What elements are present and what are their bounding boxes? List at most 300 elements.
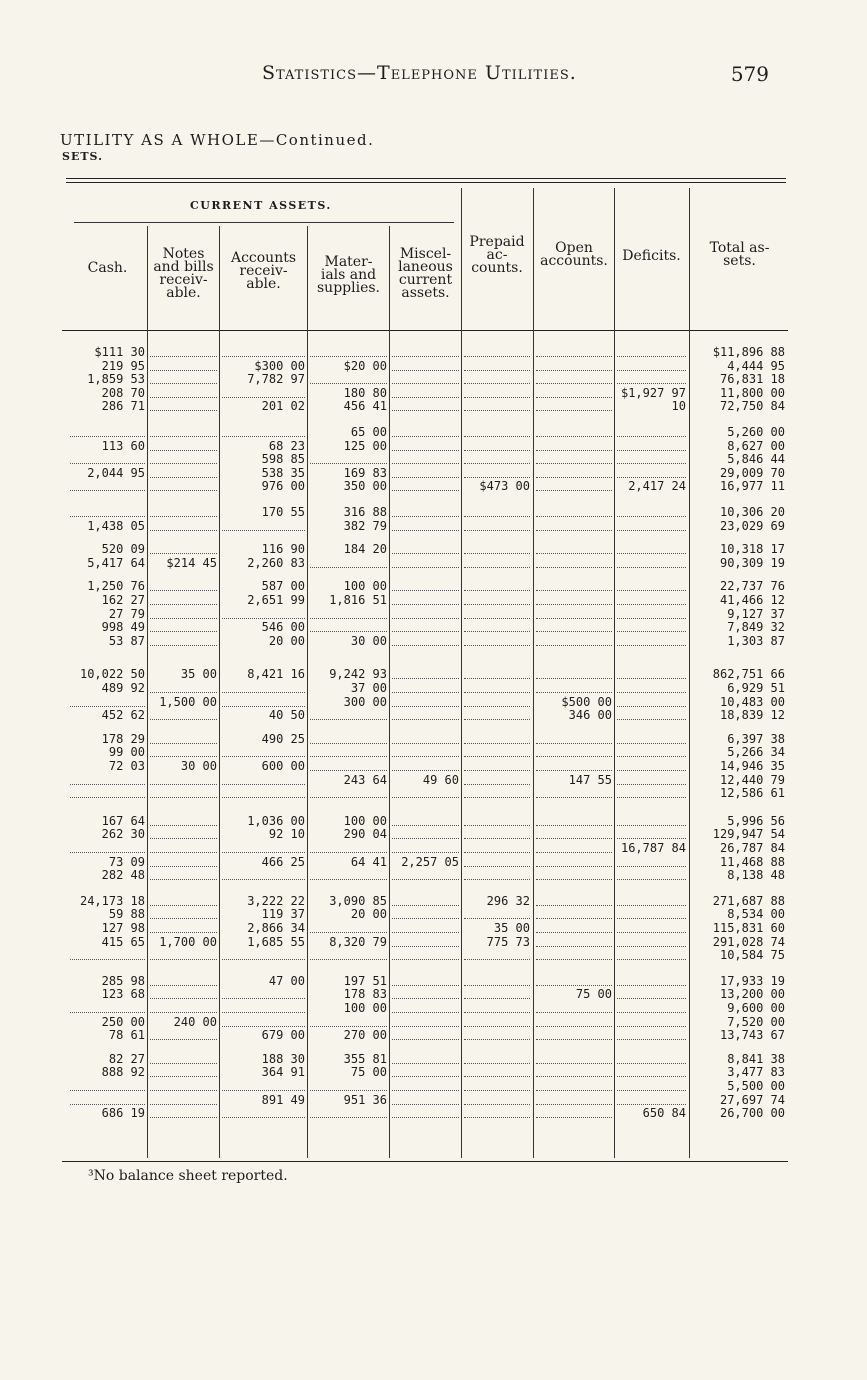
- table-row: [0, 543, 867, 556]
- leader-dots: [536, 346, 612, 357]
- table-cell: 47 00: [268, 974, 305, 988]
- table-cell: 162 27: [101, 594, 145, 607]
- table-cell: $11,896 88: [712, 346, 785, 359]
- leader-dots: [392, 908, 459, 919]
- leader-dots: [150, 453, 217, 464]
- table-cell: 92 10: [268, 828, 305, 842]
- leader-dots: [392, 922, 459, 933]
- table-cell: 13,743 67: [719, 1029, 785, 1043]
- table-cell: $300 00: [254, 359, 305, 373]
- running-header: [0, 62, 867, 92]
- table-cell: 1,036 00: [247, 814, 305, 828]
- table-cell: 147 55: [568, 773, 612, 787]
- table-cell: 3,477 83: [727, 1066, 785, 1080]
- table-cell: 1,438 05: [87, 519, 145, 533]
- leader-dots: [392, 400, 459, 411]
- table-row: [0, 453, 867, 466]
- leader-dots: [392, 760, 459, 771]
- leader-dots: [536, 668, 612, 679]
- table-cell: 5,500 00: [727, 1080, 785, 1093]
- table-cell: 5,266 34: [727, 746, 785, 760]
- top-rule: [66, 178, 786, 179]
- leader-dots: [222, 869, 305, 880]
- column-header-prepaid-accounts: Prepaid ac- counts.: [469, 234, 525, 276]
- leader-dots: [150, 869, 217, 880]
- table-cell: 1,685 55: [247, 935, 305, 949]
- leader-dots: [536, 733, 612, 744]
- leader-dots: [70, 842, 145, 853]
- table-cell: 29,009 70: [719, 466, 785, 480]
- leader-dots: [222, 988, 305, 999]
- table-cell: 14,946 35: [719, 760, 785, 773]
- leader-dots: [617, 709, 686, 720]
- leader-dots: [392, 621, 459, 632]
- table-caption-continued: SETS.: [62, 150, 103, 163]
- table-row: [0, 828, 867, 841]
- leader-dots: [617, 733, 686, 744]
- table-cell: $473 00: [479, 480, 530, 494]
- table-cell: 13,200 00: [719, 988, 785, 1002]
- leader-dots: [310, 608, 387, 619]
- leader-dots: [70, 787, 145, 798]
- table-cell: 2,044 95: [87, 466, 145, 480]
- table-cell: 188 30: [261, 1052, 305, 1066]
- table-cell: 1,816 51: [329, 594, 387, 607]
- table-cell: 6,929 51: [727, 682, 785, 695]
- leader-dots: [392, 869, 459, 880]
- leader-dots: [464, 709, 530, 720]
- leader-dots: [70, 480, 145, 491]
- leader-dots: [464, 975, 530, 986]
- leader-dots: [150, 895, 217, 906]
- leader-dots: [536, 949, 612, 960]
- column-header-deficits: Deficits.: [622, 248, 681, 264]
- leader-dots: [536, 506, 612, 517]
- leader-dots: [536, 440, 612, 451]
- table-cell: 456 41: [343, 400, 387, 414]
- leader-dots: [150, 1080, 217, 1091]
- table-row: [0, 815, 867, 828]
- leader-dots: [617, 426, 686, 437]
- table-cell: 520 09: [101, 543, 145, 557]
- table-cell: 5,260 00: [727, 426, 785, 439]
- leader-dots: [617, 467, 686, 478]
- leader-dots: [464, 1002, 530, 1013]
- leader-dots: [464, 828, 530, 839]
- leader-dots: [150, 440, 217, 451]
- leader-dots: [392, 787, 459, 798]
- leader-dots: [536, 543, 612, 554]
- leader-dots: [536, 682, 612, 693]
- leader-dots: [392, 828, 459, 839]
- leader-dots: [392, 426, 459, 437]
- leader-dots: [392, 733, 459, 744]
- table-cell: 116 90: [261, 543, 305, 557]
- leader-dots: [392, 746, 459, 757]
- leader-dots: [464, 842, 530, 853]
- table-row: [0, 1029, 867, 1042]
- table-cell: 99 00: [108, 746, 145, 760]
- table-cell: 270 00: [343, 1029, 387, 1043]
- leader-dots: [222, 949, 305, 960]
- table-cell: 100 00: [343, 814, 387, 828]
- leader-dots: [536, 480, 612, 491]
- leader-dots: [617, 1066, 686, 1077]
- leader-dots: [536, 635, 612, 646]
- table-cell: 68 23: [268, 439, 305, 453]
- leader-dots: [617, 373, 686, 384]
- table-cell: 466 25: [261, 855, 305, 869]
- leader-dots: [464, 746, 530, 757]
- leader-dots: [392, 506, 459, 517]
- leader-dots: [222, 682, 305, 693]
- table-cell: 208 70: [101, 386, 145, 400]
- leader-dots: [70, 1080, 145, 1091]
- leader-dots: [150, 842, 217, 853]
- table-cell: 686 19: [101, 1107, 145, 1121]
- leader-dots: [536, 1029, 612, 1040]
- column-header-accounts-receivable: Accounts receiv- able.: [230, 250, 297, 292]
- table-cell: 35 00: [180, 668, 217, 682]
- table-cell: 489 92: [101, 682, 145, 695]
- leader-dots: [617, 1016, 686, 1027]
- table-cell: 184 20: [343, 543, 387, 557]
- leader-dots: [464, 387, 530, 398]
- leader-dots: [464, 400, 530, 411]
- table-cell: 30 00: [180, 760, 217, 773]
- leader-dots: [150, 988, 217, 999]
- leader-dots: [222, 1107, 305, 1118]
- leader-dots: [536, 908, 612, 919]
- leader-dots: [310, 346, 387, 357]
- leader-dots: [536, 426, 612, 437]
- leader-dots: [536, 842, 612, 853]
- leader-dots: [150, 709, 217, 720]
- table-cell: 8,320 79: [329, 935, 387, 949]
- leader-dots: [464, 1080, 530, 1091]
- leader-dots: [464, 594, 530, 605]
- leader-dots: [70, 1002, 145, 1013]
- table-cell: 64 41: [350, 855, 387, 869]
- leader-dots: [464, 557, 530, 568]
- leader-dots: [617, 621, 686, 632]
- leader-dots: [617, 787, 686, 798]
- table-cell: 82 27: [108, 1052, 145, 1066]
- table-cell: 10,483 00: [719, 695, 785, 709]
- leader-dots: [464, 635, 530, 646]
- leader-dots: [150, 1066, 217, 1077]
- leader-dots: [392, 594, 459, 605]
- leader-dots: [464, 760, 530, 771]
- leader-dots: [392, 440, 459, 451]
- table-cell: 7,782 97: [247, 373, 305, 387]
- leader-dots: [392, 467, 459, 478]
- top-rule-double: [66, 182, 786, 183]
- leader-dots: [617, 949, 686, 960]
- leader-dots: [392, 815, 459, 826]
- column-header-notes-receivable: Notes and bills receiv- able.: [153, 246, 214, 301]
- table-row: [0, 787, 867, 800]
- leader-dots: [70, 949, 145, 960]
- table-cell: 75 00: [350, 1066, 387, 1080]
- leader-dots: [222, 696, 305, 707]
- table-row: [0, 760, 867, 773]
- leader-dots: [617, 543, 686, 554]
- leader-dots: [392, 373, 459, 384]
- table-row: [0, 842, 867, 855]
- table-cell: 3,222 22: [247, 894, 305, 908]
- leader-dots: [310, 842, 387, 853]
- leader-dots: [536, 746, 612, 757]
- leader-dots: [150, 608, 217, 619]
- table-cell: 10,306 20: [719, 506, 785, 519]
- table-cell: 1,303 87: [727, 634, 785, 648]
- table-cell: 26,787 84: [719, 842, 785, 855]
- table-cell: 888 92: [101, 1066, 145, 1080]
- page-number: 579: [730, 62, 769, 86]
- leader-dots: [617, 580, 686, 591]
- table-cell: 1,700 00: [159, 935, 217, 949]
- leader-dots: [464, 1107, 530, 1118]
- table-row: [0, 1053, 867, 1066]
- leader-dots: [536, 594, 612, 605]
- leader-dots: [464, 1066, 530, 1077]
- table-cell: 40 50: [268, 709, 305, 723]
- table-cell: 8,841 38: [727, 1052, 785, 1066]
- leader-dots: [464, 580, 530, 591]
- leader-dots: [617, 774, 686, 785]
- table-cell: 49 60: [422, 773, 459, 787]
- leader-dots: [392, 1053, 459, 1064]
- leader-dots: [70, 774, 145, 785]
- table-cell: 650 84: [642, 1107, 686, 1121]
- table-cell: 18,839 12: [719, 709, 785, 723]
- table-cell: 282 48: [101, 869, 145, 883]
- leader-dots: [310, 453, 387, 464]
- leader-dots: [392, 895, 459, 906]
- table-cell: 8,534 00: [727, 908, 785, 922]
- leader-dots: [150, 815, 217, 826]
- table-cell: 201 02: [261, 400, 305, 414]
- table-cell: 346 00: [568, 709, 612, 723]
- leader-dots: [536, 557, 612, 568]
- table-cell: 180 80: [343, 386, 387, 400]
- leader-dots: [464, 360, 530, 371]
- leader-dots: [536, 621, 612, 632]
- table-cell: 862,751 66: [712, 668, 785, 682]
- column-header-open-accounts: Open accounts.: [540, 240, 608, 269]
- leader-dots: [617, 1002, 686, 1013]
- leader-dots: [150, 520, 217, 531]
- table-cell: 891 49: [261, 1093, 305, 1107]
- table-row: [0, 373, 867, 386]
- leader-dots: [392, 1029, 459, 1040]
- table-cell: $500 00: [561, 695, 612, 709]
- leader-dots: [310, 1107, 387, 1118]
- table-cell: 600 00: [261, 760, 305, 773]
- table-cell: 951 36: [343, 1093, 387, 1107]
- table-cell: 197 51: [343, 974, 387, 988]
- leader-dots: [536, 360, 612, 371]
- table-cell: 123 68: [101, 988, 145, 1002]
- leader-dots: [617, 557, 686, 568]
- table-cell: 296 32: [486, 894, 530, 908]
- table-cell: 100 00: [343, 1002, 387, 1015]
- leader-dots: [536, 895, 612, 906]
- table-cell: 300 00: [343, 695, 387, 709]
- table-row: [0, 635, 867, 648]
- leader-dots: [150, 828, 217, 839]
- table-row: [0, 506, 867, 519]
- table-row: [0, 360, 867, 373]
- leader-dots: [617, 895, 686, 906]
- table-cell: 5,846 44: [727, 453, 785, 467]
- leader-dots: [70, 426, 145, 437]
- leader-dots: [150, 908, 217, 919]
- leader-dots: [536, 1016, 612, 1027]
- leader-dots: [392, 608, 459, 619]
- leader-dots: [617, 1029, 686, 1040]
- table-row: [0, 709, 867, 722]
- table-cell: 11,468 88: [719, 855, 785, 869]
- leader-dots: [310, 709, 387, 720]
- table-cell: 8,421 16: [247, 668, 305, 682]
- leader-dots: [222, 520, 305, 531]
- table-cell: 100 00: [343, 580, 387, 594]
- leader-dots: [617, 696, 686, 707]
- leader-dots: [392, 480, 459, 491]
- leader-dots: [150, 1029, 217, 1040]
- leader-dots: [536, 453, 612, 464]
- leader-dots: [464, 1053, 530, 1064]
- table-cell: 115,831 60: [712, 922, 785, 935]
- table-cell: 4,444 95: [727, 359, 785, 373]
- table-row: [0, 682, 867, 695]
- leader-dots: [536, 869, 612, 880]
- table-cell: 490 25: [261, 732, 305, 746]
- leader-dots: [617, 1053, 686, 1064]
- leader-dots: [392, 543, 459, 554]
- leader-dots: [617, 682, 686, 693]
- leader-dots: [150, 856, 217, 867]
- leader-dots: [150, 580, 217, 591]
- leader-dots: [310, 949, 387, 960]
- table-row: [0, 400, 867, 413]
- leader-dots: [222, 1016, 305, 1027]
- leader-dots: [150, 346, 217, 357]
- leader-dots: [70, 506, 145, 517]
- table-cell: 250 00: [101, 1015, 145, 1029]
- leader-dots: [617, 988, 686, 999]
- leader-dots: [536, 1066, 612, 1077]
- leader-dots: [310, 1016, 387, 1027]
- table-cell: 59 88: [108, 908, 145, 922]
- leader-dots: [536, 815, 612, 826]
- leader-dots: [310, 1080, 387, 1091]
- leader-dots: [617, 1080, 686, 1091]
- leader-dots: [150, 635, 217, 646]
- leader-dots: [392, 580, 459, 591]
- table-cell: 10,584 75: [719, 949, 785, 963]
- table-row: [0, 426, 867, 439]
- leader-dots: [617, 608, 686, 619]
- leader-dots: [464, 506, 530, 517]
- page-title: Statistics—Telephone Utilities.: [262, 62, 577, 84]
- table-cell: 30 00: [350, 634, 387, 648]
- table-cell: 7,520 00: [727, 1015, 785, 1029]
- leader-dots: [392, 949, 459, 960]
- leader-dots: [617, 520, 686, 531]
- leader-dots: [617, 1094, 686, 1105]
- leader-dots: [150, 1053, 217, 1064]
- leader-dots: [392, 1080, 459, 1091]
- table-cell: 178 29: [101, 732, 145, 746]
- leader-dots: [464, 949, 530, 960]
- leader-dots: [617, 856, 686, 867]
- leader-dots: [464, 668, 530, 679]
- table-cell: 316 88: [343, 506, 387, 519]
- table-cell: 679 00: [261, 1029, 305, 1043]
- leader-dots: [392, 682, 459, 693]
- leader-dots: [536, 828, 612, 839]
- leader-dots: [150, 787, 217, 798]
- table-row: [0, 949, 867, 962]
- group-heading: CURRENT ASSETS.: [190, 199, 332, 212]
- leader-dots: [536, 1002, 612, 1013]
- leader-dots: [150, 426, 217, 437]
- leader-dots: [617, 975, 686, 986]
- table-cell: 8,627 00: [727, 439, 785, 453]
- leader-dots: [150, 543, 217, 554]
- table-cell: 452 62: [101, 709, 145, 723]
- leader-dots: [464, 815, 530, 826]
- table-cell: 11,800 00: [719, 386, 785, 400]
- table-row: [0, 387, 867, 400]
- table-cell: 415 65: [101, 935, 145, 949]
- leader-dots: [70, 1094, 145, 1105]
- leader-dots: [150, 373, 217, 384]
- leader-dots: [150, 949, 217, 960]
- leader-dots: [222, 842, 305, 853]
- leader-dots: [310, 557, 387, 568]
- table-cell: 262 30: [101, 828, 145, 842]
- leader-dots: [617, 453, 686, 464]
- leader-dots: [536, 400, 612, 411]
- table-cell: 169 83: [343, 466, 387, 480]
- table-row: [0, 908, 867, 921]
- leader-dots: [536, 1053, 612, 1064]
- leader-dots: [392, 1066, 459, 1077]
- table-row: [0, 1066, 867, 1079]
- leader-dots: [617, 635, 686, 646]
- leader-dots: [617, 668, 686, 679]
- leader-dots: [464, 908, 530, 919]
- leader-dots: [464, 346, 530, 357]
- table-cell: 240 00: [173, 1015, 217, 1029]
- table-row: [0, 922, 867, 935]
- leader-dots: [392, 975, 459, 986]
- leader-dots: [150, 1002, 217, 1013]
- column-header-materials-supplies: Mater- ials and supplies.: [317, 254, 380, 296]
- table-bottom-rule: [62, 1161, 788, 1162]
- table-cell: 6,397 38: [727, 732, 785, 746]
- table-cell: 976 00: [261, 480, 305, 494]
- leader-dots: [150, 400, 217, 411]
- table-row: [0, 520, 867, 533]
- table-cell: 998 49: [101, 621, 145, 635]
- leader-dots: [392, 709, 459, 720]
- table-row: [0, 1002, 867, 1015]
